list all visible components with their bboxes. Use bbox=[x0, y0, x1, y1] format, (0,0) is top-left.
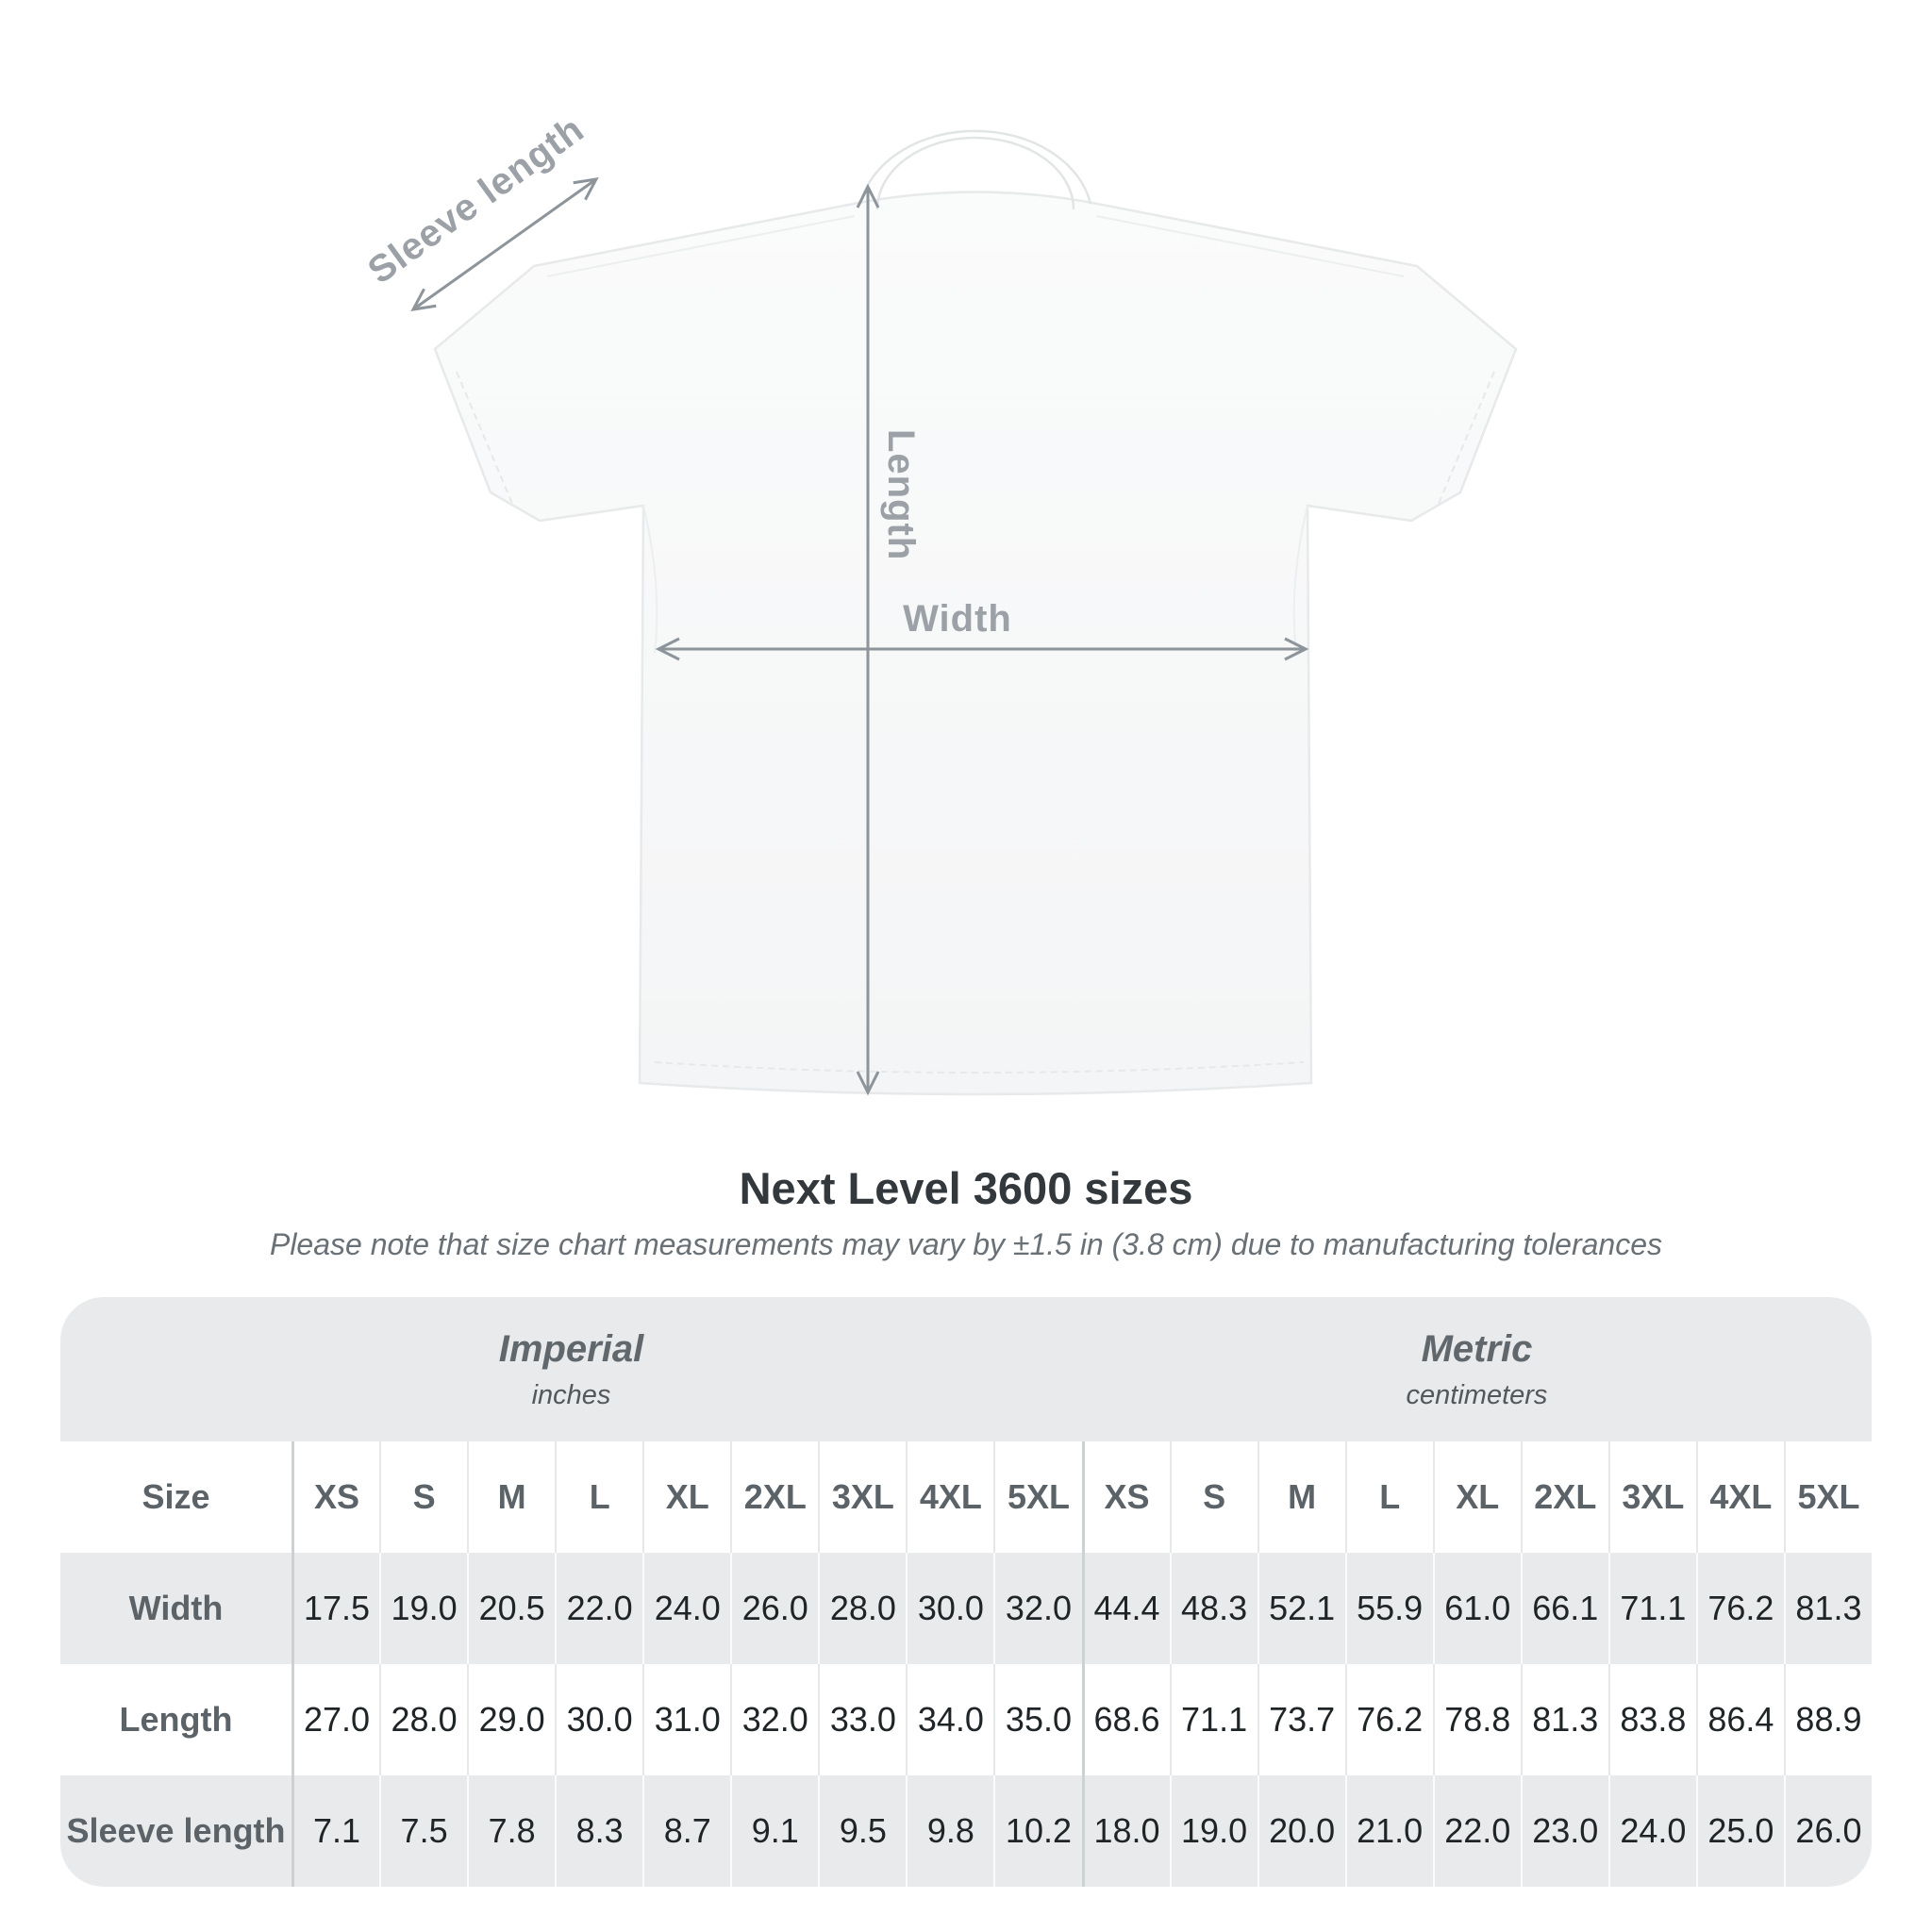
value-cell: 25.0 bbox=[1696, 1775, 1784, 1887]
size-col-header: XL bbox=[642, 1441, 730, 1553]
size-header-row bbox=[60, 1441, 1872, 1553]
value-cell: 24.0 bbox=[642, 1553, 730, 1664]
value-cell: 23.0 bbox=[1521, 1775, 1608, 1887]
value-cell: 32.0 bbox=[993, 1553, 1081, 1664]
value-cell: 88.9 bbox=[1784, 1664, 1872, 1775]
unit-header-band bbox=[60, 1297, 1872, 1441]
value-cell: 76.2 bbox=[1345, 1664, 1433, 1775]
value-cell: 81.3 bbox=[1521, 1664, 1608, 1775]
value-cell: 31.0 bbox=[642, 1664, 730, 1775]
size-col-header: 4XL bbox=[906, 1441, 993, 1553]
value-cell: 7.5 bbox=[379, 1775, 467, 1887]
value-cell: 18.0 bbox=[1082, 1775, 1170, 1887]
metric-label: Metric bbox=[1421, 1327, 1533, 1370]
size-col-header: 3XL bbox=[1608, 1441, 1696, 1553]
table-row-width bbox=[60, 1553, 1872, 1664]
size-col-header: 4XL bbox=[1696, 1441, 1784, 1553]
value-cell: 30.0 bbox=[906, 1553, 993, 1664]
value-cell: 28.0 bbox=[379, 1664, 467, 1775]
value-cell: 44.4 bbox=[1082, 1553, 1170, 1664]
unit-group-imperial bbox=[60, 1297, 1082, 1441]
row-label: Sleeve length bbox=[66, 1811, 286, 1850]
length-label: Length bbox=[880, 429, 922, 561]
page-subtitle: Please note that size chart measurements may vary by ±1.5 in (3.8 cm) due to manufacturing tolerances bbox=[269, 1227, 1663, 1261]
unit-group-metric bbox=[1082, 1297, 1872, 1441]
sleeve-length-label: Sleeve length bbox=[360, 108, 592, 292]
value-cell: 20.0 bbox=[1257, 1775, 1345, 1887]
value-cell: 26.0 bbox=[730, 1553, 818, 1664]
value-cell: 83.8 bbox=[1608, 1664, 1696, 1775]
value-cell: 78.8 bbox=[1433, 1664, 1521, 1775]
value-cell: 9.5 bbox=[818, 1775, 906, 1887]
value-cell: 29.0 bbox=[467, 1664, 555, 1775]
size-col-header: 5XL bbox=[1784, 1441, 1872, 1553]
value-cell: 34.0 bbox=[906, 1664, 993, 1775]
value-cell: 55.9 bbox=[1345, 1553, 1433, 1664]
value-cell: 61.0 bbox=[1433, 1553, 1521, 1664]
value-cell: 7.8 bbox=[467, 1775, 555, 1887]
value-cell: 9.8 bbox=[906, 1775, 993, 1887]
table-row-sleeve-length bbox=[60, 1775, 1872, 1887]
size-col-header: M bbox=[467, 1441, 555, 1553]
table-row-length bbox=[60, 1664, 1872, 1775]
size-col-header: M bbox=[1257, 1441, 1345, 1553]
imperial-label: Imperial bbox=[498, 1327, 644, 1370]
value-cell: 7.1 bbox=[291, 1775, 379, 1887]
size-col-header: XS bbox=[291, 1441, 379, 1553]
value-cell: 33.0 bbox=[818, 1664, 906, 1775]
value-cell: 17.5 bbox=[291, 1553, 379, 1664]
value-cell: 22.0 bbox=[555, 1553, 642, 1664]
value-cell: 22.0 bbox=[1433, 1775, 1521, 1887]
value-cell: 19.0 bbox=[379, 1553, 467, 1664]
size-col-header: L bbox=[1345, 1441, 1433, 1553]
size-col-header: L bbox=[555, 1441, 642, 1553]
imperial-unit-label: inches bbox=[531, 1379, 611, 1410]
width-label: Width bbox=[903, 598, 1012, 640]
value-cell: 73.7 bbox=[1257, 1664, 1345, 1775]
value-cell: 24.0 bbox=[1608, 1775, 1696, 1887]
tee-silhouette bbox=[435, 192, 1516, 1095]
value-cell: 81.3 bbox=[1784, 1553, 1872, 1664]
size-col-header: S bbox=[1170, 1441, 1257, 1553]
row-label: Length bbox=[119, 1700, 233, 1739]
size-col-header: XL bbox=[1433, 1441, 1521, 1553]
value-cell: 8.7 bbox=[642, 1775, 730, 1887]
value-cell: 30.0 bbox=[555, 1664, 642, 1775]
value-cell: 32.0 bbox=[730, 1664, 818, 1775]
metric-unit-label: centimeters bbox=[1406, 1379, 1548, 1410]
page-title: Next Level 3600 sizes bbox=[739, 1163, 1193, 1213]
value-cell: 71.1 bbox=[1170, 1664, 1257, 1775]
size-header-label: Size bbox=[142, 1477, 210, 1516]
value-cell: 86.4 bbox=[1696, 1664, 1784, 1775]
value-cell: 8.3 bbox=[555, 1775, 642, 1887]
value-cell: 52.1 bbox=[1257, 1553, 1345, 1664]
size-col-header: 5XL bbox=[993, 1441, 1081, 1553]
size-col-header: XS bbox=[1082, 1441, 1170, 1553]
value-cell: 10.2 bbox=[993, 1775, 1081, 1887]
value-cell: 66.1 bbox=[1521, 1553, 1608, 1664]
size-col-header: 2XL bbox=[730, 1441, 818, 1553]
value-cell: 71.1 bbox=[1608, 1553, 1696, 1664]
value-cell: 27.0 bbox=[291, 1664, 379, 1775]
value-cell: 35.0 bbox=[993, 1664, 1081, 1775]
value-cell: 21.0 bbox=[1345, 1775, 1433, 1887]
value-cell: 68.6 bbox=[1082, 1664, 1170, 1775]
value-cell: 48.3 bbox=[1170, 1553, 1257, 1664]
size-col-header: 2XL bbox=[1521, 1441, 1608, 1553]
value-cell: 20.5 bbox=[467, 1553, 555, 1664]
value-cell: 76.2 bbox=[1696, 1553, 1784, 1664]
value-cell: 9.1 bbox=[730, 1775, 818, 1887]
value-cell: 28.0 bbox=[818, 1553, 906, 1664]
size-col-header: 3XL bbox=[818, 1441, 906, 1553]
size-chart-table bbox=[60, 1297, 1872, 1887]
row-label: Width bbox=[128, 1589, 224, 1627]
value-cell: 26.0 bbox=[1784, 1775, 1872, 1887]
size-col-header: S bbox=[379, 1441, 467, 1553]
value-cell: 19.0 bbox=[1170, 1775, 1257, 1887]
